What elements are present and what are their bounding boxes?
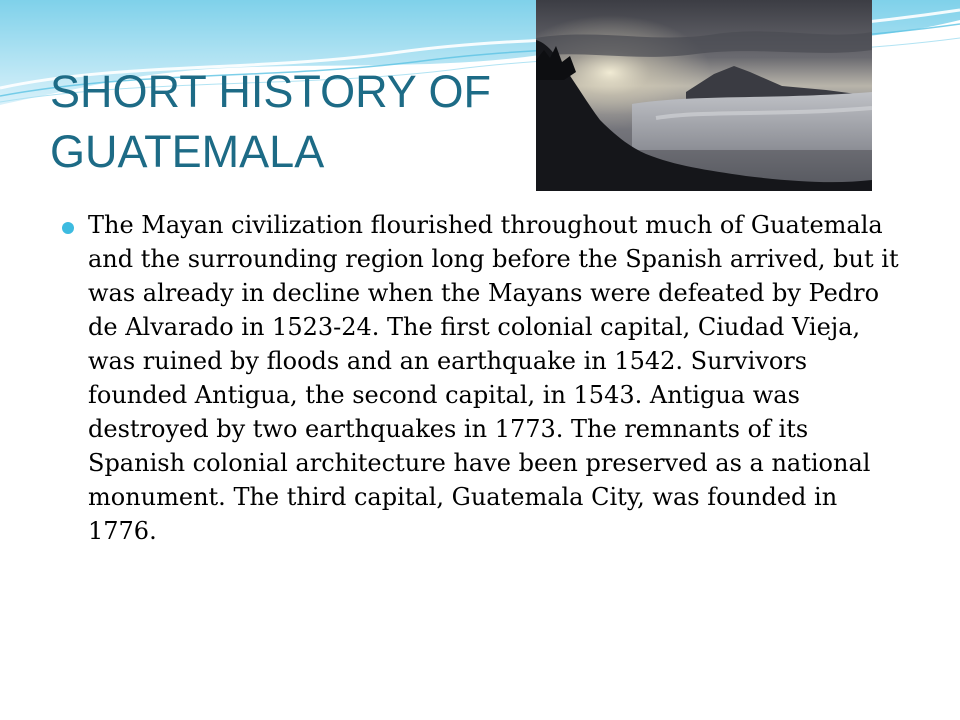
bullet-text: The Mayan civilization flourished throughout much of Guatemala and the surrounding region long before the Spanish arrived, but it was already in decline when the Mayans were defeated by Pedro de Alvarado in 1523-24. The first colonial capital, Ciudad Vieja, was ruined by floods and an earthquake in 1542. Survivors founded Antigua, the second capital, in 1543. Antigua was destroyed by two earthquakes in 1773. The remnants of its Spanish colonial architecture have been preserved as a national monument. The third capital, Guatemala City, was founded in 1776. <box>88 211 899 545</box>
bullet-list <box>60 208 900 548</box>
bullet-dot-icon <box>62 222 74 234</box>
bullet-item <box>60 208 900 548</box>
volcano-landscape-photo <box>536 0 872 191</box>
slide-title: SHORT HISTORY OF GUATEMALA <box>50 66 491 177</box>
